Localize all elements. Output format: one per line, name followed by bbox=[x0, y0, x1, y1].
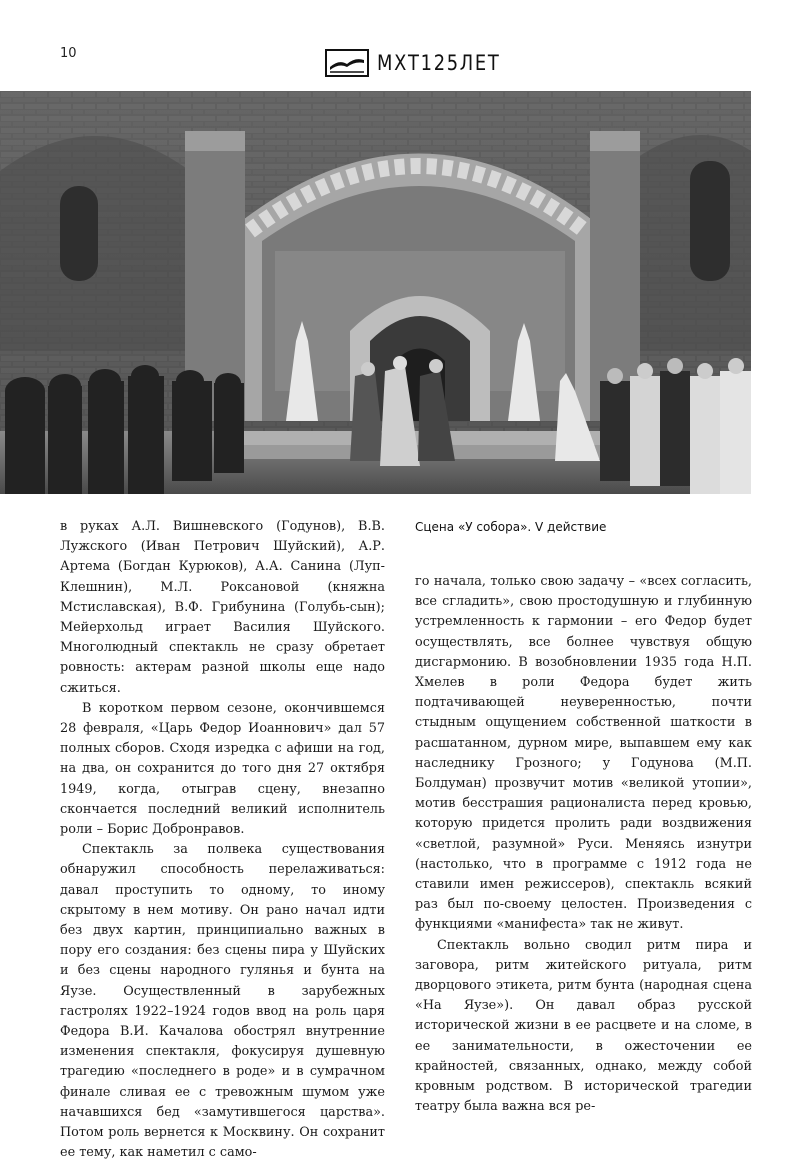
paragraph: го начала, только свою задачу – «всех согласить, все сгладить», свою простодушную и глубинную устремленность к гармонии – его Федор будет осуществлять, все болнее чувствуя общую дисгармонию. В возобновлении 1935 года Н.П. Хмелев в роли Федора будет жить подтачивающей неуверенностью, почти стыдным ощущением собственной шаткости в расшатанном, дурном мире, выпавшем ему как наследнику Грозного; у Годунова (М.П. Болдуман) прозвучит мотив «великой утопии», мотив бесстрашия рационалиста перед кровью, которую придется пролить ради воздвижения «светлой, разумной» Руси. Меняясь изнутри (настолько, что в программе с 1912 года не ставили имен режиссеров), спектакль всякий раз был по-своему целостен. Произведения с функциями «манифеста» так не живут. bbox=[415, 574, 752, 933]
right-text-column bbox=[415, 517, 752, 1117]
paragraph: В коротком первом сезоне, окончившемся 28 февраля, «Царь Федор Иоаннович» дал 57 полных сборов. Сходя изредка с афиши на год, на два, он сохранится до того дня 27 октября 1949, когда, отыграв сцену, внезапно скончается последний великий исполнитель роли – Борис Добронравов. bbox=[60, 700, 385, 838]
logo-text: МХТ125ЛЕТ bbox=[377, 51, 501, 75]
stage-photo-illustration bbox=[0, 91, 751, 494]
seagull-emblem-icon bbox=[325, 49, 369, 77]
left-text-column bbox=[60, 517, 385, 1164]
photo-caption: Сцена «У собора». V действие bbox=[415, 520, 607, 534]
paragraph: Спектакль вольно сводил ритм пира и заговора, ритм житейского ритуала, ритм дворцового этикета, ритм бунта (народная сцена «На Яузе»). Он давал образ русской исторической жизни в ее расцвете и на сломе, в ее занимательности, в ожесточении ее крайностей, связанных, однако, между собой кровным родством. В исторической трагедии театру была важна вся ре- bbox=[415, 937, 752, 1115]
mkht-logo bbox=[325, 48, 522, 78]
stage-photograph bbox=[0, 91, 751, 494]
paragraph: Спектакль за полвека существования обнаружил способность перелаживаться: давал проступить то одному, то иному скрытому в нем мотиву. Он рано начал идти без двух картин, принципиально важных в пору его создания: без сцены пира у Шуйских и без сцены народного гулянья и бунта на Яузе. Осуществленный в зарубежных гастролях 1922–1924 годов ввод на роль царя Федора В.И. Качалова обострял внутренние изменения спектакля, фокусируя душевную трагедию «последнего в роде» и в сумрачном финале сливая ее с тревожным шумом уже начавшихся бед «замутившегося царства». Потом роль вернется к Москвину. Он сохранит ее тему, как наметил с само- bbox=[60, 842, 385, 1161]
page-number: 10 bbox=[60, 46, 77, 61]
paragraph: в руках А.Л. Вишневского (Годунов), В.В. Лужского (Иван Петрович Шуйский), А.Р. Артема (Богдан Курюков), А.А. Санина (Луп-Клешнин), М.Л. Роксановой (княжна Мстиславская), В.Ф. Грибунина (Голубь-сын); Мейерхольд играет Василия Шуйского. Многолюдный спектакль не сразу обретает ровность: актерам разной школы еще надо сжиться. bbox=[60, 519, 385, 696]
